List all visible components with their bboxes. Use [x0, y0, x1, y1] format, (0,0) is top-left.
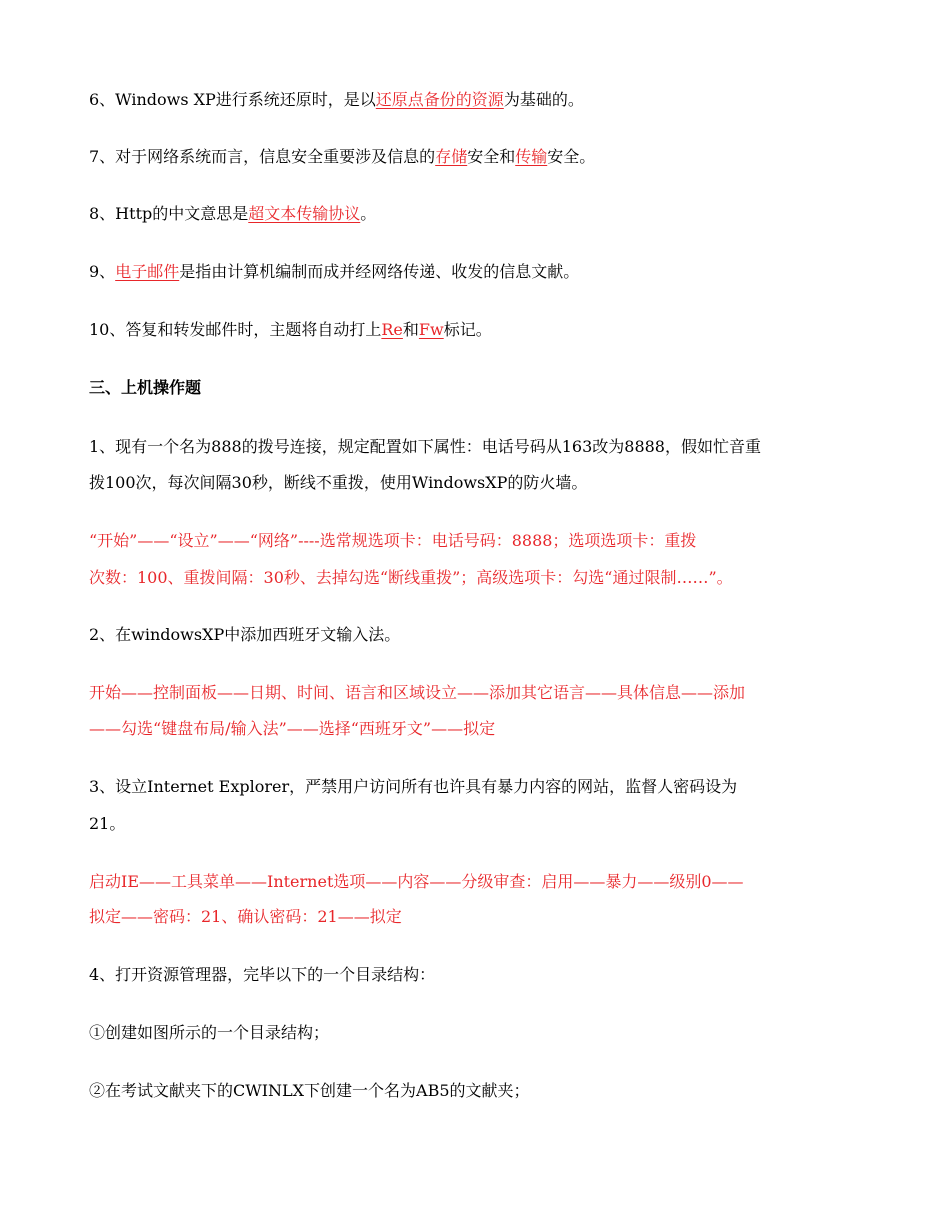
question-text: 标记。 [443, 320, 492, 339]
task-2-answer-line-1: 开始——控制面板——日期、时间、语言和区域设立——添加其它语言——具体信息——添加 [89, 683, 746, 702]
task-2-answer-line-2: ——勾选“键盘布局/输入法”——选择“西班牙文”——拟定 [89, 719, 496, 738]
task-1-line-1: 1、现有一个名为888的拨号连接，规定配置如下属性：电话号码从163改为8888，假如忙音重 [89, 437, 761, 456]
question-text: 和 [402, 320, 419, 339]
task-3-answer-line-1: 启动IE——工具菜单——Internet选项——内容——分级审查：启用——暴力——级别0—— [89, 872, 744, 891]
answer-blank: 电子邮件 [115, 262, 180, 281]
question-text: 为基础的。 [503, 90, 584, 109]
task-3-line-1: 3、设立Internet Explorer，严禁用户访问所有也许具有暴力内容的网站，监督人密码设为 [89, 777, 738, 796]
section-heading: 三、上机操作题 [89, 378, 202, 397]
question-9 [89, 262, 579, 282]
question-text: 。 [360, 204, 377, 223]
question-text: 8、Http的中文意思是 [89, 204, 249, 223]
question-text: 7、对于网络系统而言，信息安全重要涉及信息的 [89, 147, 436, 166]
answer-blank: Re [381, 320, 403, 339]
task-2-line-1: 2、在windowsXP中添加西班牙文输入法。 [89, 625, 401, 644]
task-4-subitem-2: ②在考试文献夹下的CWINLX下创建一个名为AB5的文献夹； [89, 1081, 530, 1100]
task-1-line-2: 拨100次，每次间隔30秒，断线不重拨，使用WindowsXP的防火墙。 [89, 473, 588, 492]
question-text: 安全。 [547, 147, 596, 166]
question-text: 6、Windows XP进行系统还原时，是以 [89, 90, 376, 109]
answer-blank: 超文本传输协议 [248, 204, 361, 223]
task-3-line-2: 21。 [89, 814, 126, 833]
answer-blank: 还原点备份的资源 [375, 90, 504, 109]
question-text: 安全和 [467, 147, 516, 166]
question-8 [89, 204, 376, 224]
question-6 [89, 90, 584, 110]
task-1-answer-line-2: 次数：100、重拨间隔：30秒、去掉勾选“断线重拨”；高级选项卡：勾选“通过限制……”。 [89, 568, 733, 587]
answer-blank: 传输 [515, 147, 548, 166]
question-text: 是指由计算机编制而成并经网络传递、收发的信息文献。 [179, 262, 580, 281]
task-4-line-1: 4、打开资源管理器，完毕以下的一个目录结构： [89, 965, 436, 984]
task-3-answer-line-2: 拟定——密码：21、确认密码：21——拟定 [89, 907, 402, 926]
task-4-subitem-1: ①创建如图所示的一个目录结构； [89, 1023, 330, 1042]
question-7 [89, 147, 595, 167]
question-10 [89, 320, 492, 340]
question-text: 9、 [89, 262, 116, 281]
task-1-answer-line-1: “开始”——“设立”——“网络”----选常规选项卡：电话号码：8888；选项选项卡：重拨 [89, 531, 697, 550]
question-text: 10、答复和转发邮件时，主题将自动打上 [89, 320, 382, 339]
answer-blank: 存储 [435, 147, 468, 166]
answer-blank: Fw [418, 320, 444, 339]
